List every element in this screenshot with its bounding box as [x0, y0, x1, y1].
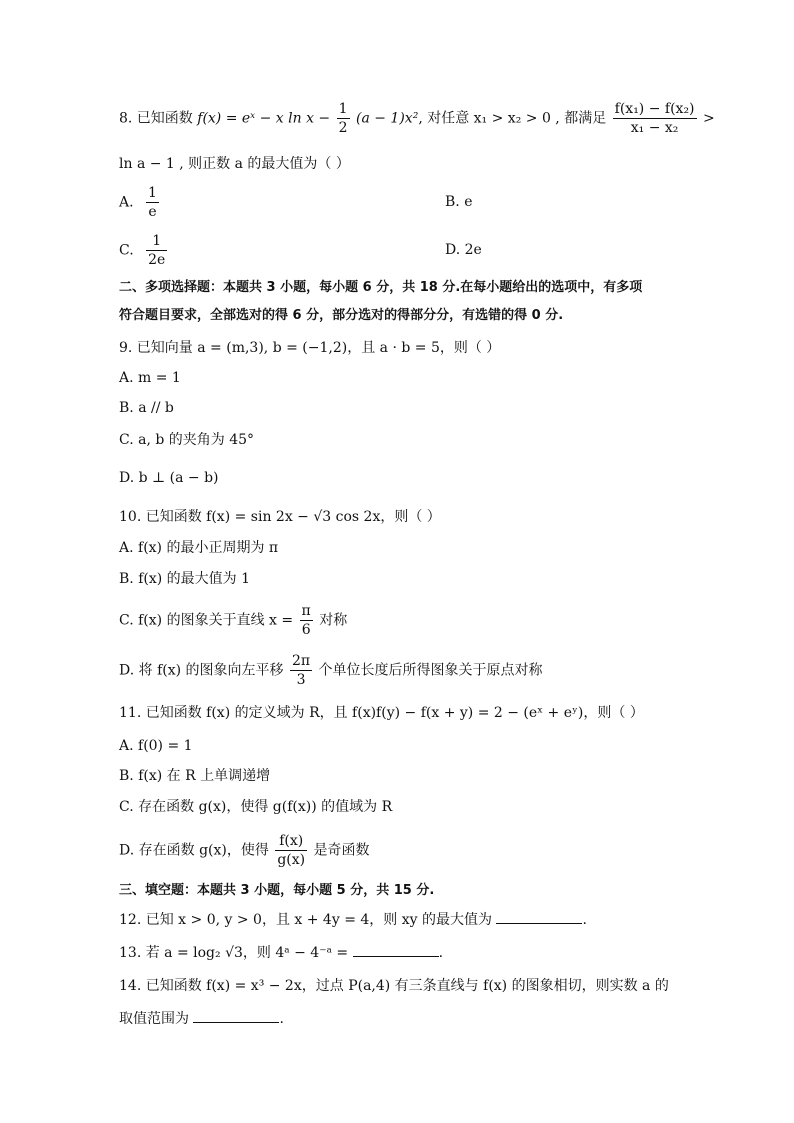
q11-option-d-num: f(x) [275, 832, 307, 851]
q10-option-c-fraction [300, 602, 313, 639]
q10-option-d-den: 3 [296, 672, 306, 688]
q8-option-a [119, 184, 161, 221]
q9-option-b: B. a // b [119, 400, 174, 416]
q8-stem-line2: ln a − 1 , 则正数 a 的最大值为（ ） [119, 156, 350, 172]
q11-option-a: A. f(0) = 1 [119, 738, 193, 754]
q11-option-d-den: g(x) [277, 852, 306, 868]
q14-line1: 14. 已知函数 f(x) = x³ − 2x，过点 P(a,4) 有三条直线与 f(x) 的图象相切，则实数 a 的 [119, 978, 669, 994]
section2-header-line2: 符合题目要求，全部选对的得 6 分，部分选对的得部分分，有选错的得 0 分. [119, 308, 564, 323]
q8-half-fraction [337, 100, 350, 137]
q8-option-b: B. e [445, 194, 473, 210]
q8-option-c-fraction [146, 232, 167, 269]
q8-function-tail: (a − 1)x² [355, 110, 419, 127]
q8-option-a-num: 1 [148, 185, 157, 201]
q14-answer-blank[interactable] [193, 1008, 279, 1023]
q11-option-b: B. f(x) 在 R 上单调递增 [119, 768, 271, 784]
q11-stem: 11. 已知函数 f(x) 的定义域为 R，且 f(x)f(y) − f(x + y) = 2 − (eˣ + eʸ)，则（ ） [119, 705, 644, 721]
q11-option-c: C. 存在函数 g(x)，使得 g(f(x)) 的值域为 R [119, 799, 393, 815]
q8-half-den: 2 [338, 120, 348, 136]
q13-answer-blank[interactable] [353, 942, 439, 957]
q10-option-d [119, 652, 543, 689]
q9-option-c: C. a, b 的夹角为 45° [119, 432, 255, 448]
q8-option-c-den: 2e [148, 252, 166, 268]
q8-half-num: 1 [338, 101, 348, 117]
q12-text: 12. 已知 x > 0, y > 0，且 x + 4y = 4，则 xy 的最大值为 [119, 912, 492, 928]
q13-line [119, 942, 443, 963]
q14-line2 [119, 1008, 284, 1029]
q8-function: f(x) = eˣ − x ln x − [197, 110, 331, 127]
q8-diff-fraction [613, 100, 697, 137]
q10-option-c-den: 6 [301, 622, 311, 638]
q8-prefix: 8. 已知函数 [119, 110, 193, 127]
q8-condition: , 对任意 x₁ > x₂ > 0 , 都满足 [418, 110, 607, 127]
q8-diff-den: x₁ − x₂ [630, 120, 679, 136]
q9-option-d: D. b ⊥ (a − b) [119, 470, 219, 486]
q11-option-d-post: 是奇函数 [313, 842, 370, 859]
q11-option-d [119, 832, 370, 869]
q12-answer-blank[interactable] [496, 909, 582, 924]
q10-option-c [119, 602, 347, 639]
section3-header: 三、填空题：本题共 3 小题，每小题 5 分，共 15 分. [119, 883, 435, 898]
q9-stem: 9. 已知向量 a = (m,3), b = (−1,2)，且 a · b = 5，则（ ） [119, 340, 501, 356]
q8-diff-num: f(x₁) − f(x₂) [614, 101, 695, 117]
q13-text: 13. 若 a = log₂ √3，则 4ᵃ − 4⁻ᵃ = [119, 945, 349, 961]
q11-option-d-fraction [275, 832, 307, 869]
q8-option-a-label: A. [119, 194, 134, 211]
q8-gt: > [702, 110, 715, 127]
q12-line [119, 909, 587, 930]
q9-option-a: A. m = 1 [119, 370, 181, 386]
q8-option-d: D. 2e [445, 242, 482, 258]
q12-end: . [582, 912, 587, 928]
q11-option-d-pre: D. 存在函数 g(x)，使得 [119, 842, 269, 859]
q10-option-d-fraction [290, 652, 312, 689]
q14-end: . [279, 1011, 284, 1027]
q10-option-a: A. f(x) 的最小正周期为 π [119, 540, 279, 556]
q10-option-c-num: π [301, 603, 311, 619]
q10-option-b: B. f(x) 的最大值为 1 [119, 571, 250, 587]
q10-option-c-pre: C. f(x) 的图象关于直线 x = [119, 612, 294, 629]
section2-header-line1: 二、多项选择题：本题共 3 小题，每小题 6 分，共 18 分.在每小题给出的选项中，有多项 [119, 280, 643, 295]
q13-end: . [438, 945, 444, 961]
q8-option-c-num: 1 [146, 232, 167, 251]
q8-option-a-den: e [148, 204, 157, 220]
q10-option-c-post: 对称 [319, 612, 348, 629]
q14-text: 取值范围为 [119, 1011, 189, 1027]
q8-stem-line1 [119, 100, 715, 137]
q10-stem: 10. 已知函数 f(x) = sin 2x − √3 cos 2x，则（ ） [119, 509, 441, 525]
q8-option-c-label: C. [119, 242, 134, 259]
q10-option-d-pre: D. 将 f(x) 的图象向左平移 [119, 662, 284, 679]
q8-option-a-fraction [146, 184, 159, 221]
q8-option-c [119, 232, 169, 269]
q10-option-d-post: 个单位长度后所得图象关于原点对称 [318, 662, 543, 679]
q10-option-d-num: 2π [291, 653, 311, 669]
